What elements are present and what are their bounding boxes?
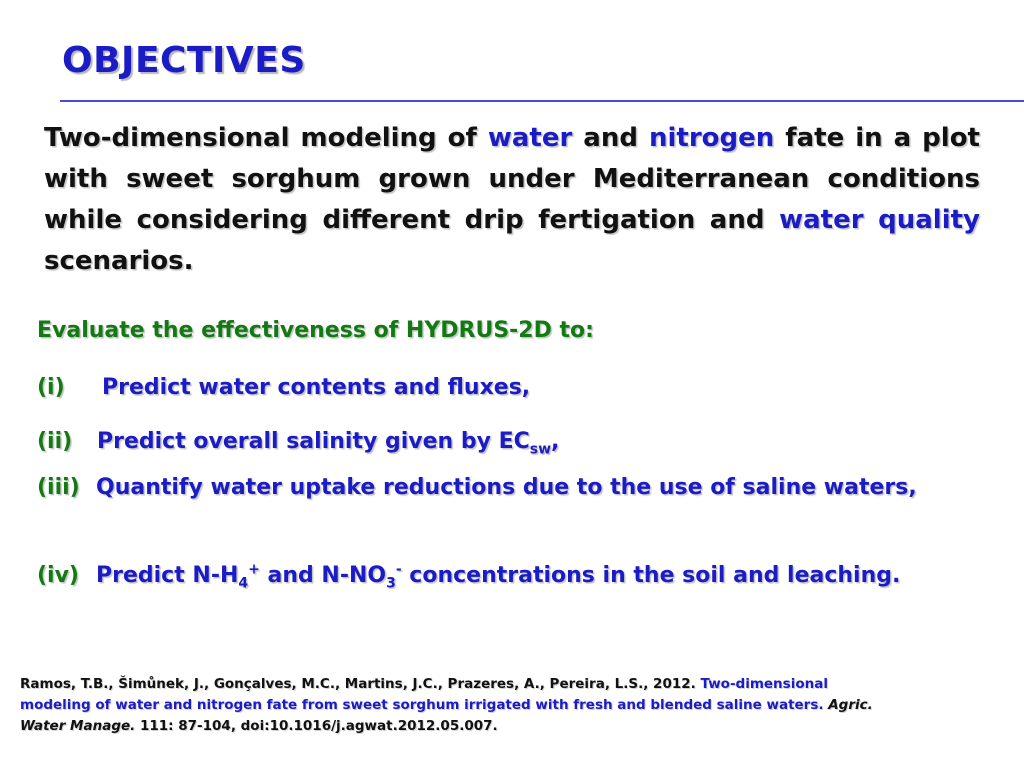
reference-journal: Agric. Water Manage. xyxy=(20,697,873,734)
objective-number: (ii) xyxy=(37,429,73,454)
keyword-water: water xyxy=(487,123,573,153)
slide-title: OBJECTIVES xyxy=(62,40,306,81)
keyword-water-quality: water quality xyxy=(779,205,980,235)
objective-iii xyxy=(37,468,963,508)
objective-text: Predict water contents and fluxes, xyxy=(102,375,531,400)
objective-text-c: concentrations in the soil and leaching. xyxy=(401,563,901,588)
objective-i xyxy=(37,368,963,408)
intro-text-3: fate in a plot with sweet sorghum grown under Mediterranean conditions while considering different drip fertigation and xyxy=(44,123,980,235)
intro-text-1: Two-dimensional modeling of xyxy=(44,123,488,153)
subscript-4: 4 xyxy=(238,575,249,592)
reference-title: Two-dimensional modeling of water and nitrogen fate from sweet sorghum irrigated with fresh and blended saline waters. xyxy=(20,676,828,713)
objective-number: (iii) xyxy=(37,475,80,500)
objective-ii xyxy=(37,422,963,462)
objective-text-b: and N-NO xyxy=(259,563,387,588)
objective-number: (i) xyxy=(37,375,65,400)
superscript-plus: + xyxy=(248,561,260,578)
hydrus-heading: Evaluate the effectiveness of HYDRUS-2D to: xyxy=(37,318,594,343)
title-underline xyxy=(60,100,1024,102)
reference-authors: Ramos, T.B., Šimůnek, J., Gonçalves, M.C., Martins, J.C., Prazeres, A., Pereira, L.S., 2012. xyxy=(20,676,701,692)
subscript-sw: sw xyxy=(529,441,552,458)
reference-details: 111: 87-104, doi:10.1016/j.agwat.2012.05.007. xyxy=(135,718,498,734)
reference-citation xyxy=(20,674,878,737)
subscript-3: 3 xyxy=(386,575,396,592)
intro-text-2: and xyxy=(572,123,649,153)
keyword-nitrogen: nitrogen xyxy=(648,123,775,153)
objective-text-a: Predict N-H xyxy=(96,563,239,588)
objective-text xyxy=(96,556,963,596)
objective-iv xyxy=(37,556,963,596)
objective-text: Quantify water uptake reductions due to the use of saline waters, xyxy=(96,475,917,500)
intro-text-4: scenarios. xyxy=(44,246,194,276)
objective-text-tail: , xyxy=(551,429,560,454)
objective-number: (iv) xyxy=(37,563,79,588)
objective-text-main: Predict overall salinity given by EC xyxy=(97,429,530,454)
intro-paragraph xyxy=(44,118,980,282)
superscript-minus: - xyxy=(395,561,402,578)
objective-text xyxy=(97,422,963,462)
